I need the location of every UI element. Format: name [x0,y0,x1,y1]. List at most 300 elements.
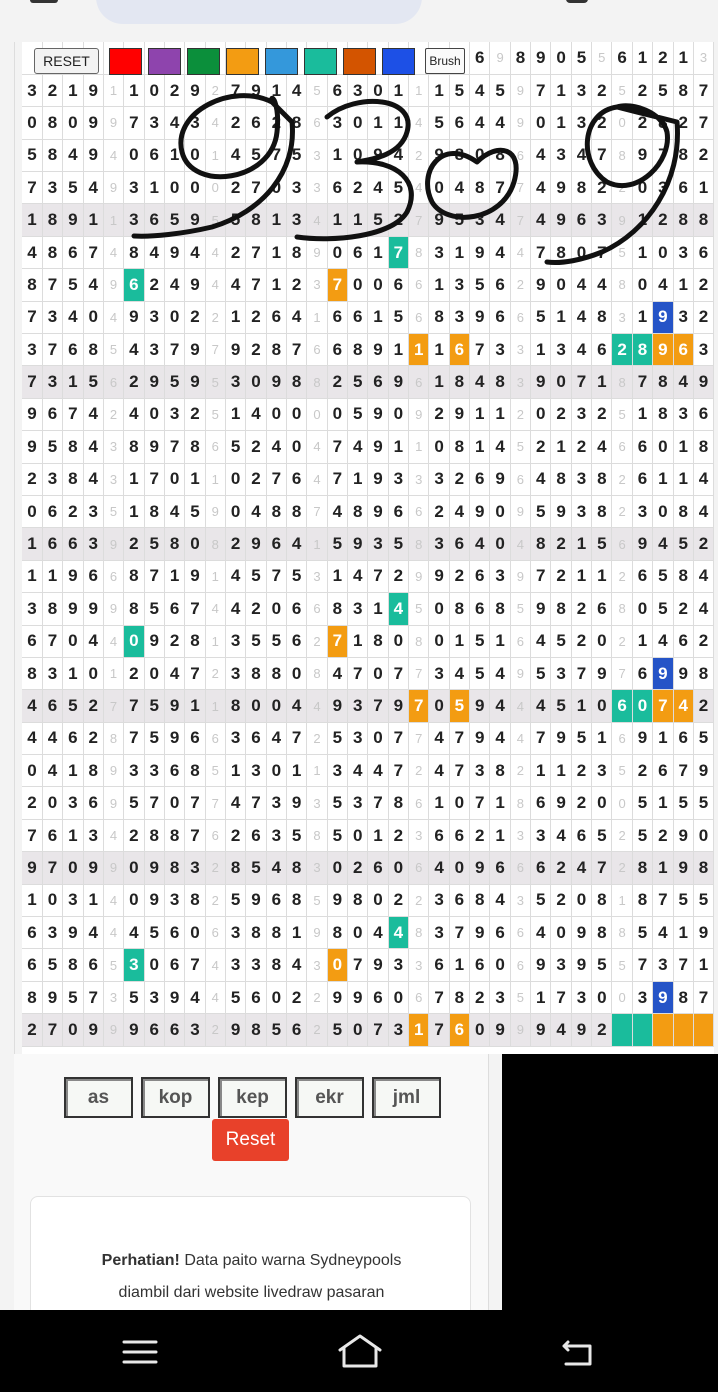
cell[interactable]: 4 [490,204,510,236]
cell[interactable]: 1 [144,172,164,204]
cell[interactable]: 2 [225,236,245,268]
cell[interactable]: 7 [592,236,612,268]
cell[interactable]: 1 [388,431,408,463]
cell[interactable]: 1 [388,107,408,139]
cell[interactable]: 7 [409,204,429,236]
cell[interactable]: 1 [653,722,673,754]
cell[interactable]: 9 [693,917,713,949]
cell[interactable]: 1 [368,593,388,625]
cell[interactable]: 4 [205,593,225,625]
cell[interactable]: 2 [592,107,612,139]
cell[interactable]: 0 [632,593,652,625]
cell[interactable]: 2 [632,755,652,787]
cell[interactable]: 3 [307,787,327,819]
cell[interactable]: 1 [307,528,327,560]
cell[interactable]: 8 [225,852,245,884]
address-bar[interactable] [96,0,422,24]
cell[interactable]: 7 [531,74,551,106]
cell[interactable]: 8 [612,139,632,171]
cell[interactable]: 7 [144,463,164,495]
cell[interactable]: 9 [124,301,144,333]
cell[interactable]: 0 [368,722,388,754]
cell[interactable]: 8 [42,139,62,171]
cell[interactable]: 4 [429,755,449,787]
cell[interactable]: 3 [42,657,62,689]
cell[interactable]: 7 [185,787,205,819]
cell[interactable]: 2 [266,107,286,139]
cell[interactable]: 3 [307,269,327,301]
cell[interactable]: 7 [266,139,286,171]
cell[interactable]: 5 [409,593,429,625]
cell[interactable]: 7 [307,495,327,527]
cell[interactable]: 4 [286,301,306,333]
cell[interactable]: 3 [510,334,530,366]
cell[interactable]: 6 [124,269,144,301]
cell[interactable]: 4 [83,625,103,657]
cell[interactable]: 0 [124,625,144,657]
cell[interactable]: 7 [531,722,551,754]
cell[interactable]: 0 [571,236,591,268]
cell[interactable]: 3 [551,949,571,981]
cell[interactable]: 6 [429,949,449,981]
cell[interactable]: 4 [470,366,490,398]
cell[interactable]: 3 [225,366,245,398]
cell[interactable]: 2 [470,819,490,851]
cell[interactable]: 4 [510,690,530,722]
cell[interactable]: 5 [531,495,551,527]
cell[interactable]: 4 [205,236,225,268]
cell[interactable]: 6 [449,334,469,366]
recent-apps-icon[interactable] [120,1332,160,1372]
cell[interactable]: 4 [490,431,510,463]
cell[interactable]: 5 [327,787,347,819]
cell[interactable]: 4 [653,917,673,949]
cell[interactable]: 6 [144,204,164,236]
cell[interactable]: 3 [348,593,368,625]
cell[interactable]: 6 [673,334,693,366]
cell[interactable]: 1 [22,528,42,560]
cell[interactable]: 7 [42,269,62,301]
cell[interactable]: 4 [429,722,449,754]
cell[interactable]: 0 [388,852,408,884]
cell[interactable]: 8 [22,269,42,301]
cell[interactable]: 1 [348,625,368,657]
cell[interactable]: 5 [246,139,266,171]
cell[interactable]: 5 [205,204,225,236]
cell[interactable]: 4 [592,269,612,301]
cell[interactable]: 1 [164,560,184,592]
cell[interactable]: 7 [368,787,388,819]
cell[interactable]: 7 [368,560,388,592]
cell[interactable]: 0 [144,398,164,430]
cell[interactable]: 8 [673,560,693,592]
cell[interactable]: 2 [246,301,266,333]
cell[interactable]: 6 [83,949,103,981]
cell[interactable]: 6 [205,431,225,463]
cell[interactable]: 5 [225,431,245,463]
cell[interactable]: 2 [551,560,571,592]
cell[interactable]: 9 [470,690,490,722]
cell[interactable]: 3 [449,301,469,333]
cell[interactable]: 9 [571,949,591,981]
cell[interactable]: 5 [470,625,490,657]
cell[interactable]: 3 [348,787,368,819]
cell[interactable]: 2 [164,74,184,106]
cell[interactable]: 7 [388,236,408,268]
cell[interactable]: 4 [551,819,571,851]
cell[interactable]: 6 [83,787,103,819]
cell[interactable]: 6 [632,560,652,592]
cell[interactable]: 2 [673,593,693,625]
cell[interactable]: 3 [388,1014,408,1046]
cell[interactable]: 9 [368,334,388,366]
cell[interactable]: 9 [653,334,673,366]
cell[interactable]: 3 [266,787,286,819]
cell[interactable]: 8 [673,74,693,106]
cell[interactable]: 8 [449,366,469,398]
cell[interactable]: 4 [83,269,103,301]
cell[interactable]: 2 [693,139,713,171]
cell[interactable]: 6 [205,722,225,754]
cell[interactable]: 3 [42,463,62,495]
cell[interactable]: 9 [103,755,123,787]
cell[interactable]: 8 [449,593,469,625]
cell[interactable]: 3 [409,463,429,495]
cell[interactable]: 0 [429,690,449,722]
cell[interactable]: 8 [124,236,144,268]
cell[interactable]: 4 [490,657,510,689]
cell[interactable]: 6 [409,301,429,333]
cell[interactable]: 4 [83,917,103,949]
cell[interactable]: 7 [449,722,469,754]
cell[interactable]: 1 [693,949,713,981]
cell[interactable]: 6 [348,236,368,268]
cell[interactable]: 7 [348,657,368,689]
cell[interactable]: 1 [632,236,652,268]
cell[interactable]: 8 [348,884,368,916]
cell[interactable]: 5 [246,852,266,884]
cell[interactable]: 3 [42,301,62,333]
cell[interactable]: 4 [368,917,388,949]
cell[interactable]: 0 [551,366,571,398]
cell[interactable]: 4 [571,301,591,333]
cell[interactable]: 8 [612,593,632,625]
cell[interactable]: 2 [22,787,42,819]
cell[interactable]: 8 [673,981,693,1013]
cell[interactable]: 6 [185,722,205,754]
cell[interactable]: 7 [63,398,83,430]
cell[interactable]: 1 [653,787,673,819]
cell[interactable]: 2 [409,139,429,171]
cell[interactable]: 5 [653,593,673,625]
cell[interactable]: 1 [205,625,225,657]
cell[interactable]: 2 [185,398,205,430]
cell[interactable]: 6 [490,301,510,333]
cell[interactable]: 1 [673,917,693,949]
cell[interactable]: 6 [63,528,83,560]
cell[interactable]: 7 [409,690,429,722]
cell[interactable]: 9 [266,366,286,398]
cell[interactable]: 7 [531,560,551,592]
cell[interactable]: 6 [42,495,62,527]
cell[interactable]: 5 [103,334,123,366]
cell[interactable]: 3 [22,74,42,106]
cell[interactable]: 3 [327,107,347,139]
cell[interactable]: 5 [531,657,551,689]
cell[interactable]: 7 [388,657,408,689]
cell[interactable]: 9 [164,722,184,754]
cell[interactable]: 2 [571,593,591,625]
cell[interactable]: 5 [63,172,83,204]
cell[interactable]: 8 [449,431,469,463]
cell[interactable]: 0 [612,787,632,819]
cell[interactable]: 4 [490,690,510,722]
menu-icon[interactable] [30,0,58,3]
cell[interactable]: 2 [571,431,591,463]
cell[interactable]: 0 [22,495,42,527]
cell[interactable]: 0 [185,917,205,949]
cell[interactable]: 1 [164,139,184,171]
cell[interactable]: 5 [205,398,225,430]
cell[interactable]: 6 [286,1014,306,1046]
cell[interactable]: 3 [510,884,530,916]
cell[interactable]: 4 [571,139,591,171]
cell[interactable]: 7 [246,172,266,204]
cell[interactable]: 2 [225,107,245,139]
cell[interactable]: 9 [551,495,571,527]
cell[interactable]: 4 [164,269,184,301]
cell[interactable]: 0 [653,431,673,463]
cell[interactable]: 2 [348,852,368,884]
cell[interactable]: 9 [185,269,205,301]
cell[interactable]: 3 [144,755,164,787]
cell[interactable]: 7 [286,334,306,366]
cell[interactable]: 6 [612,528,632,560]
cell[interactable] [612,1014,632,1046]
cell[interactable]: 2 [286,981,306,1013]
cell[interactable]: 5 [388,528,408,560]
cell[interactable]: 4 [246,398,266,430]
cell[interactable]: 8 [266,495,286,527]
cell[interactable]: 2 [693,528,713,560]
cell[interactable]: 9 [286,787,306,819]
cell[interactable]: 1 [470,431,490,463]
filter-button-jml[interactable]: jml [372,1077,441,1118]
cell[interactable]: 6 [327,301,347,333]
cell[interactable]: 4 [348,755,368,787]
cell[interactable]: 1 [83,884,103,916]
cell[interactable]: 8 [592,884,612,916]
cell[interactable]: 7 [388,722,408,754]
cell[interactable]: 1 [571,528,591,560]
cell[interactable]: 1 [632,625,652,657]
cell[interactable]: 6 [449,819,469,851]
cell[interactable]: 6 [286,463,306,495]
cell[interactable]: 0 [286,657,306,689]
cell[interactable]: 4 [22,722,42,754]
cell[interactable]: 8 [225,690,245,722]
cell[interactable]: 5 [388,301,408,333]
cell[interactable]: 4 [429,852,449,884]
cell[interactable]: 1 [225,755,245,787]
cell[interactable]: 9 [510,560,530,592]
cell[interactable]: 0 [348,917,368,949]
cell[interactable]: 3 [185,1014,205,1046]
cell[interactable]: 0 [124,139,144,171]
cell[interactable]: 8 [246,204,266,236]
cell[interactable]: 8 [490,366,510,398]
cell[interactable]: 1 [531,334,551,366]
cell[interactable]: 4 [124,917,144,949]
cell[interactable]: 2 [449,560,469,592]
cell[interactable]: 8 [612,366,632,398]
cell[interactable]: 7 [22,819,42,851]
cell[interactable] [693,1014,713,1046]
cell[interactable]: 9 [490,1014,510,1046]
cell[interactable]: 3 [124,755,144,787]
cell[interactable]: 5 [348,398,368,430]
cell[interactable]: 0 [42,787,62,819]
cell[interactable]: 5 [348,366,368,398]
cell[interactable]: 1 [266,204,286,236]
cell[interactable]: 6 [409,981,429,1013]
cell[interactable]: 9 [510,495,530,527]
cell[interactable]: 8 [22,981,42,1013]
cell[interactable]: 3 [592,755,612,787]
cell[interactable]: 7 [551,981,571,1013]
cell[interactable]: 4 [592,431,612,463]
cell[interactable]: 5 [42,949,62,981]
cell[interactable]: 9 [103,852,123,884]
brush-button[interactable]: Brush [425,48,465,74]
cell[interactable]: 4 [83,398,103,430]
cell[interactable]: 2 [429,495,449,527]
filter-button-as[interactable]: as [64,1077,133,1118]
cell[interactable]: 0 [144,74,164,106]
cell[interactable]: 7 [164,334,184,366]
cell[interactable]: 4 [531,139,551,171]
cell[interactable]: 0 [429,172,449,204]
cell[interactable]: 3 [225,657,245,689]
cell[interactable]: 7 [42,334,62,366]
cell[interactable]: 1 [225,398,245,430]
cell[interactable]: 0 [571,884,591,916]
cell[interactable]: 9 [693,366,713,398]
cell[interactable]: 0 [266,398,286,430]
cell[interactable]: 8 [205,528,225,560]
cell[interactable]: 8 [490,593,510,625]
cell[interactable]: 2 [246,463,266,495]
cell[interactable]: 1 [490,787,510,819]
cell[interactable]: 0 [693,819,713,851]
cell[interactable]: 3 [571,107,591,139]
cell[interactable]: 6 [144,139,164,171]
cell[interactable]: 5 [286,819,306,851]
cell[interactable]: 9 [531,269,551,301]
cell[interactable]: 0 [266,981,286,1013]
cell[interactable]: 8 [144,495,164,527]
cell[interactable]: 0 [164,463,184,495]
color-swatch[interactable] [148,48,181,75]
cell[interactable]: 2 [693,690,713,722]
cell[interactable]: 0 [429,625,449,657]
cell[interactable]: 7 [388,755,408,787]
cell[interactable]: 1 [612,884,632,916]
cell[interactable]: 5 [612,74,632,106]
cell[interactable]: 9 [673,852,693,884]
cell[interactable]: 9 [307,917,327,949]
cell[interactable]: 0 [551,269,571,301]
cell[interactable]: 2 [429,398,449,430]
cell[interactable]: 6 [164,917,184,949]
cell[interactable]: 2 [124,819,144,851]
cell[interactable]: 2 [531,431,551,463]
cell[interactable]: 4 [103,301,123,333]
cell[interactable]: 7 [144,787,164,819]
cell[interactable]: 1 [551,107,571,139]
cell[interactable]: 2 [307,722,327,754]
cell[interactable]: 0 [266,593,286,625]
cell[interactable]: 4 [83,431,103,463]
cell[interactable]: 4 [266,431,286,463]
cell[interactable]: 0 [368,884,388,916]
cell[interactable]: 8 [42,236,62,268]
cell[interactable]: 6 [348,301,368,333]
cell[interactable]: 4 [449,657,469,689]
cell[interactable]: 9 [551,204,571,236]
cell[interactable]: 4 [510,722,530,754]
cell[interactable]: 0 [205,172,225,204]
cell[interactable]: 3 [225,722,245,754]
cell[interactable]: 1 [307,301,327,333]
cell[interactable]: 6 [164,593,184,625]
cell[interactable]: 1 [185,463,205,495]
cell[interactable]: 8 [409,625,429,657]
cell[interactable]: 3 [429,917,449,949]
cell[interactable]: 0 [551,917,571,949]
cell[interactable]: 2 [63,495,83,527]
cell[interactable]: 5 [307,74,327,106]
cell[interactable]: 3 [470,755,490,787]
cell[interactable]: 3 [653,172,673,204]
cell[interactable]: 5 [673,528,693,560]
color-swatch[interactable] [187,48,220,75]
cell[interactable]: 4 [449,495,469,527]
cell[interactable]: 3 [673,398,693,430]
cell[interactable]: 5 [673,787,693,819]
cell[interactable]: 5 [612,755,632,787]
cell[interactable]: 8 [307,366,327,398]
cell[interactable]: 6 [470,560,490,592]
cell[interactable]: 5 [124,787,144,819]
cell[interactable]: 5 [164,204,184,236]
cell[interactable]: 0 [592,625,612,657]
cell[interactable]: 9 [185,366,205,398]
cell[interactable]: 6 [42,398,62,430]
cell[interactable]: 2 [632,107,652,139]
cell[interactable]: 8 [124,560,144,592]
cell[interactable]: 8 [42,107,62,139]
cell[interactable]: 9 [63,560,83,592]
cell[interactable]: 2 [307,625,327,657]
cell[interactable]: 1 [490,398,510,430]
cell[interactable]: 2 [551,398,571,430]
cell[interactable]: 4 [42,722,62,754]
cell[interactable]: 9 [83,74,103,106]
cell[interactable]: 3 [470,204,490,236]
cell[interactable]: 9 [144,884,164,916]
cell[interactable]: 5 [83,366,103,398]
